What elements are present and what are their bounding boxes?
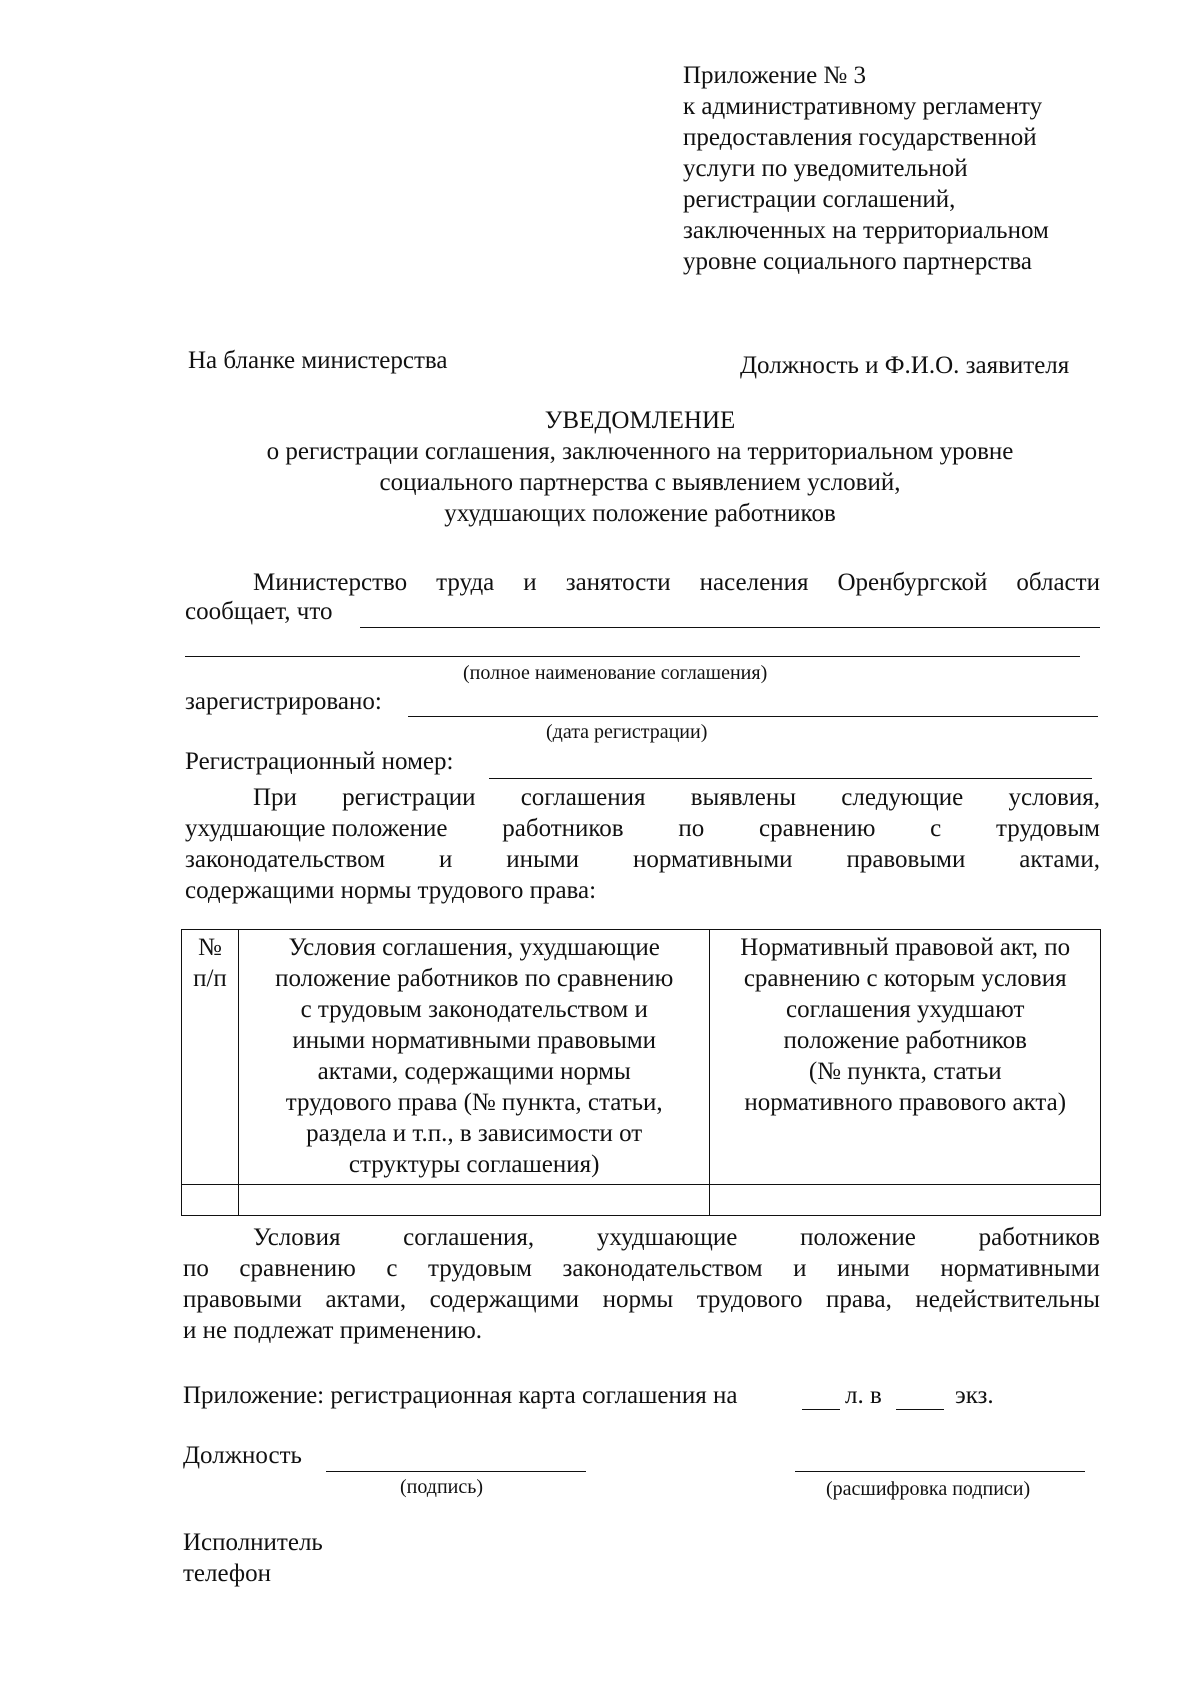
caption-agreement-name: (полное наименование соглашения) bbox=[463, 662, 768, 684]
invalid-last-line: и не подлежат применению. bbox=[183, 1317, 483, 1344]
caption-signature-decode: (расшифровка подписи) bbox=[826, 1478, 1031, 1500]
attachment-mid: л. в bbox=[845, 1382, 882, 1409]
registration-date-blank[interactable] bbox=[408, 716, 1098, 717]
agreement-name-blank-2[interactable] bbox=[185, 656, 1080, 657]
table-cell-number[interactable] bbox=[182, 1185, 239, 1216]
conditions-table bbox=[181, 929, 1101, 1216]
appendix-line: Приложение № 3 bbox=[683, 62, 867, 89]
table-row bbox=[182, 1185, 1101, 1216]
document-title bbox=[180, 405, 1100, 529]
header-conditions: Условия соглашения, ухудшающие положение работников по сравнению с трудовым законодательством и иными нормативными правовыми актами, содержащими нормы трудового права (№ пункта, статьи, раздела и т.п., в зависимости от структуры соглашения) bbox=[238, 930, 709, 1185]
appendix-line: регистрации соглашений, bbox=[683, 186, 956, 213]
conditions-line-2: ухудшающие положение работников по сравнению с трудовым bbox=[185, 815, 1100, 842]
header-right: Должность и Ф.И.О. заявителя bbox=[740, 352, 1070, 379]
signature-blank[interactable] bbox=[326, 1471, 586, 1472]
intro-prefix: сообщает, что bbox=[185, 598, 333, 625]
table-cell-normative-act[interactable] bbox=[710, 1185, 1101, 1216]
title-sub-line: социального партнерства с выявлением условий, bbox=[379, 469, 901, 496]
attachment-copies-blank[interactable] bbox=[896, 1409, 944, 1410]
attachment-prefix: Приложение: регистрационная карта соглашения на bbox=[183, 1382, 738, 1409]
appendix-line: заключенных на территориальном bbox=[683, 217, 1049, 244]
intro-line-1: Министерство труда и занятости населения Оренбургской области bbox=[253, 569, 1100, 596]
title-sub-line: ухудшающих положение работников bbox=[444, 500, 836, 527]
header-normative-act: Нормативный правовой акт, по сравнению с которым условия соглашения ухудшают положение работников (№ пункта, статьи нормативного правового акта) bbox=[710, 930, 1101, 1185]
title-main: УВЕДОМЛЕНИЕ bbox=[544, 407, 736, 434]
title-sub-line: о регистрации соглашения, заключенного на территориальном уровне bbox=[266, 438, 1014, 465]
caption-signature: (подпись) bbox=[400, 1476, 484, 1498]
appendix-line: к административному регламенту bbox=[683, 93, 1043, 120]
conditions-line-1: При регистрации соглашения выявлены следующие условия, bbox=[253, 784, 1100, 811]
appendix-block bbox=[683, 60, 1049, 277]
conditions-last-line: содержащими нормы трудового права: bbox=[185, 877, 597, 904]
invalid-line-2: по сравнению с трудовым законодательством и иными нормативными bbox=[183, 1255, 1100, 1282]
position-label: Должность bbox=[183, 1442, 302, 1469]
registered-label: зарегистрировано: bbox=[185, 688, 382, 715]
phone-label: телефон bbox=[183, 1560, 271, 1587]
appendix-line: предоставления государственной bbox=[683, 124, 1037, 151]
invalid-line-3: правовыми актами, содержащими нормы трудового права, недействительны bbox=[183, 1286, 1100, 1313]
header-left: На бланке министерства bbox=[188, 347, 448, 374]
header-number: № п/п bbox=[182, 930, 239, 1185]
executor-label: Исполнитель bbox=[183, 1529, 323, 1556]
caption-registration-date: (дата регистрации) bbox=[546, 721, 708, 743]
table-header-row bbox=[182, 930, 1101, 1185]
agreement-name-blank-1[interactable] bbox=[360, 627, 1100, 628]
reg-number-blank[interactable] bbox=[489, 778, 1092, 779]
conditions-line-3: законодательством и иными нормативными правовыми актами, bbox=[185, 846, 1100, 873]
signature-decode-blank[interactable] bbox=[795, 1471, 1085, 1472]
appendix-line: уровне социального партнерства bbox=[683, 248, 1032, 275]
invalid-line-1: Условия соглашения, ухудшающие положение работников bbox=[253, 1224, 1100, 1251]
table-cell-conditions[interactable] bbox=[238, 1185, 709, 1216]
appendix-line: услуги по уведомительной bbox=[683, 155, 968, 182]
reg-number-label: Регистрационный номер: bbox=[185, 748, 454, 775]
attachment-sheets-blank[interactable] bbox=[802, 1409, 840, 1410]
attachment-suffix: экз. bbox=[955, 1382, 994, 1409]
